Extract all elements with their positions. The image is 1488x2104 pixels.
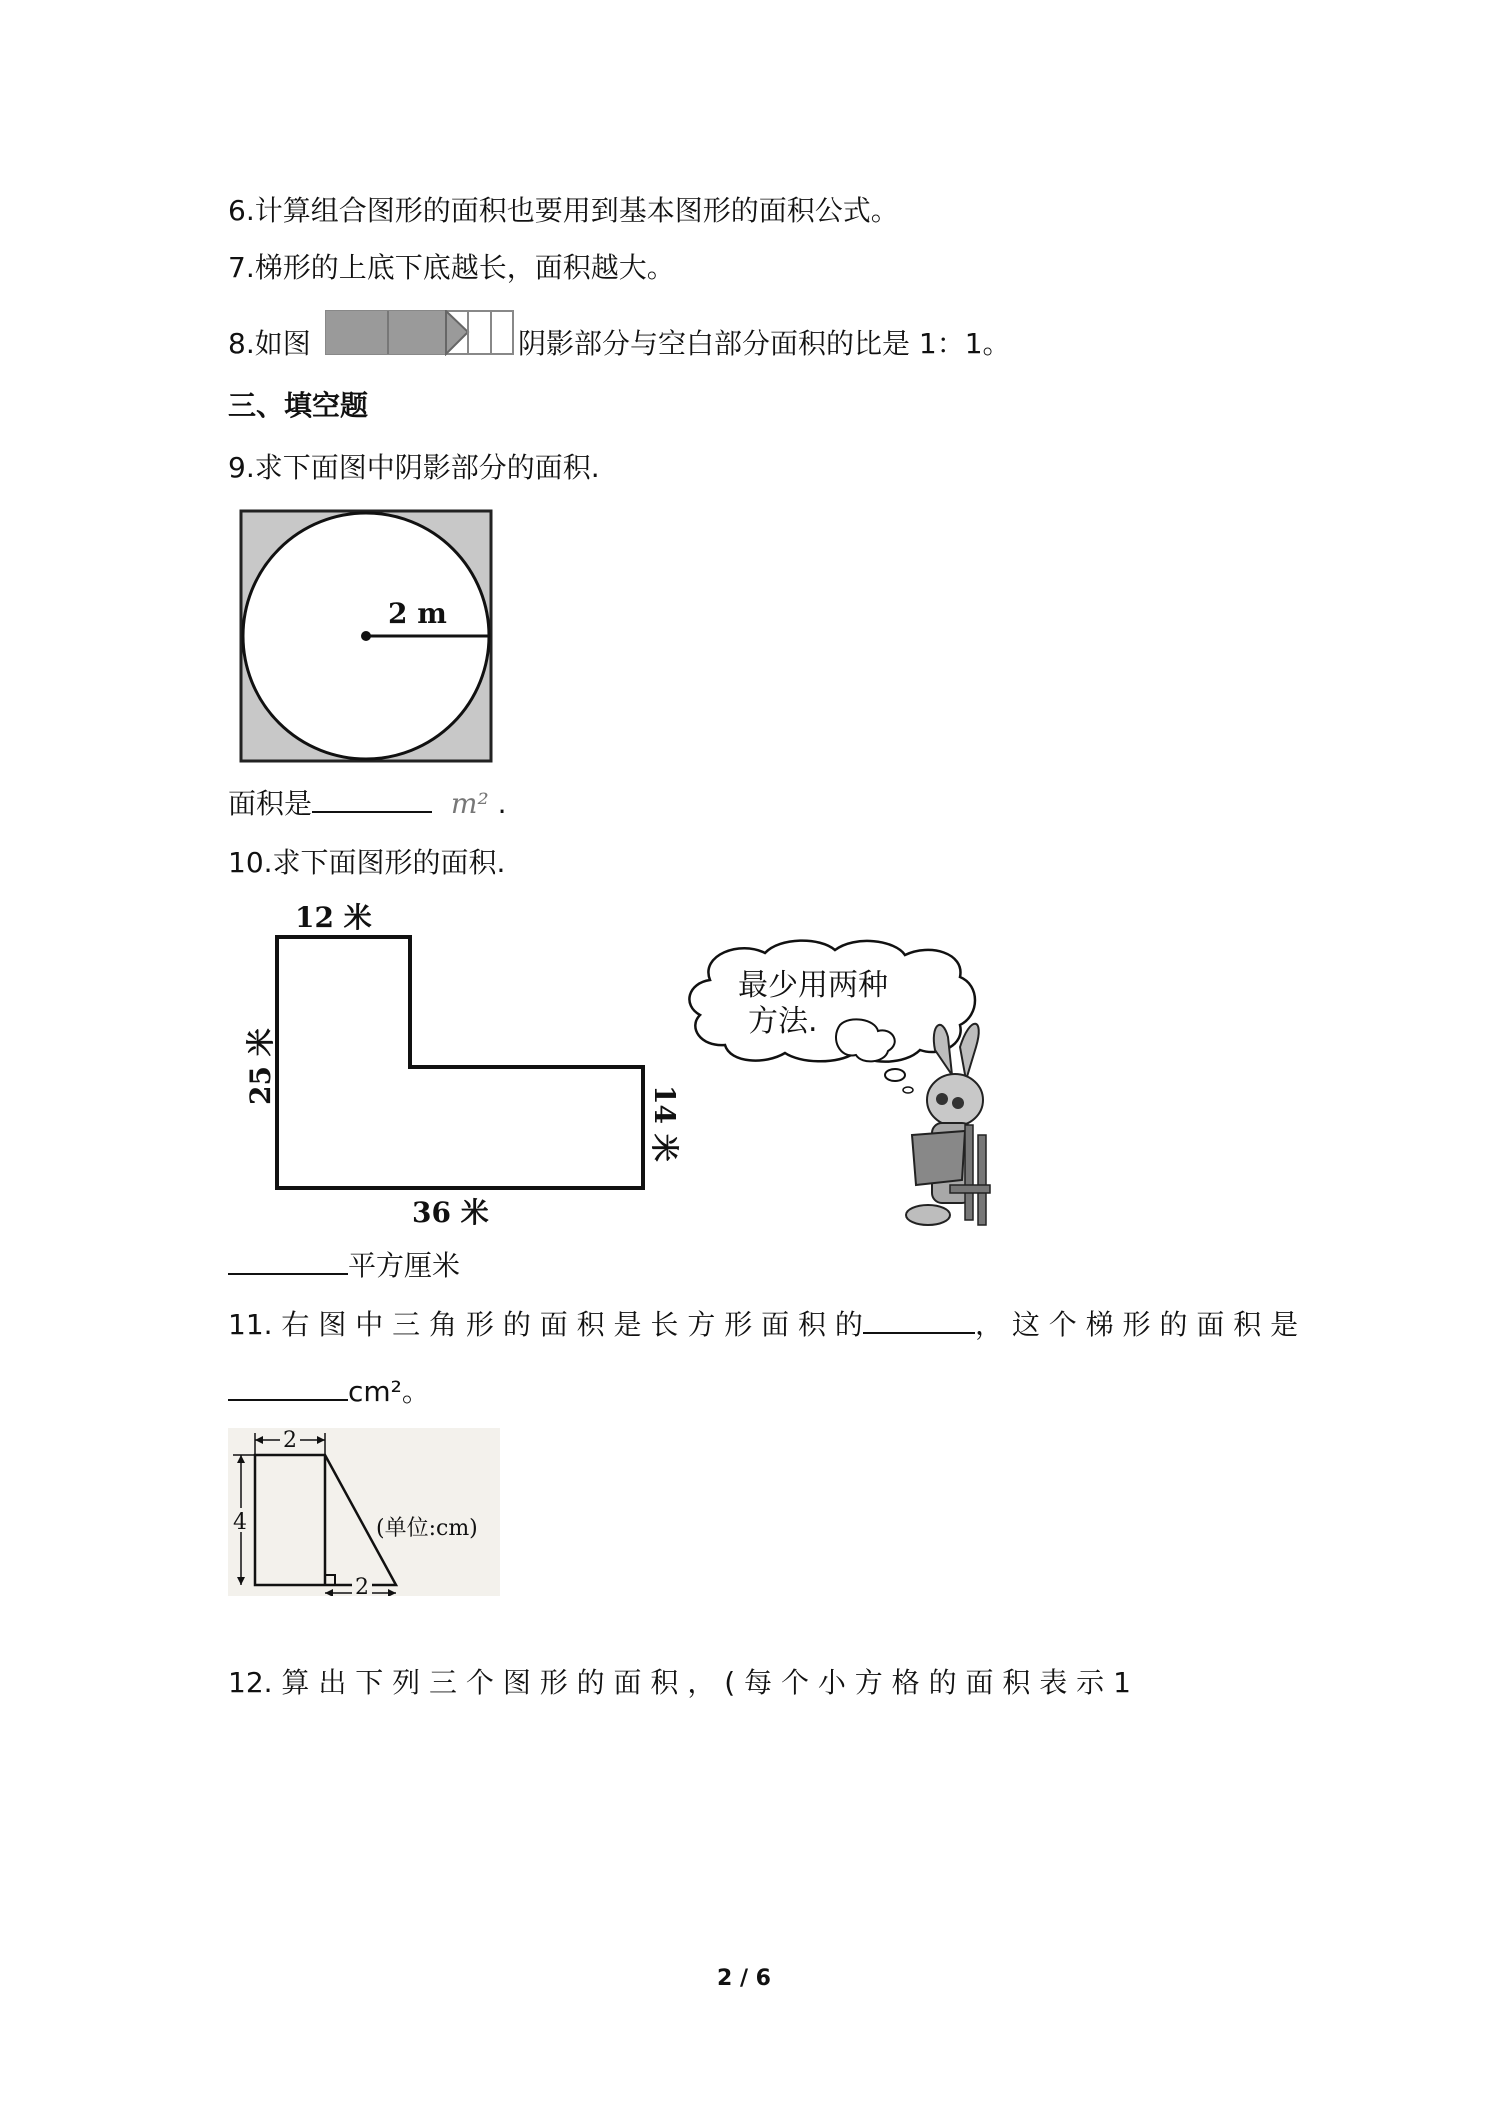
question-8-suffix: 阴影部分与空白部分面积的比是 1：1。 (518, 327, 1011, 360)
unit-label: (单位:cm) (376, 1516, 478, 1541)
question-7: 7.梯形的上底下底越长，面积越大。 (228, 251, 675, 284)
right-dimension-label: 14 米 (648, 1085, 681, 1162)
question-11-text-end: ， 这 个 梯 形 的 面 积 是 (974, 1308, 1299, 1341)
question-6: 6.计算组合图形的面积也要用到基本图形的面积公式。 (228, 194, 899, 227)
l-shape-figure (240, 895, 690, 1230)
unit-cm2: cm²。 (348, 1375, 430, 1408)
answer-prefix: 面积是 (228, 787, 313, 820)
rabbit-thought-illustration (680, 935, 1060, 1235)
bubble-line-2: 方法. (748, 1004, 818, 1039)
reading-rabbit-icon (906, 1024, 990, 1225)
shaded-strip-figure (325, 310, 515, 356)
left-dimension-label: 25 米 (244, 1028, 277, 1105)
question-9-answer (228, 785, 507, 822)
answer-end: . (497, 787, 507, 820)
question-10-answer (228, 1247, 460, 1284)
question-8-prefix: 8.如图 (228, 327, 311, 360)
answer-suffix: 平方厘米 (348, 1249, 461, 1282)
bottom-dimension-label: 2 (355, 1575, 369, 1596)
top-dimension-label: 2 (283, 1428, 297, 1453)
answer-blank-ratio[interactable] (863, 1306, 975, 1334)
question-8 (228, 326, 311, 362)
answer-blank[interactable] (228, 1247, 348, 1275)
circle-in-square-figure (238, 508, 494, 764)
question-9: 9.求下面图中阴影部分的面积. (228, 451, 600, 484)
unit-m2: m² (450, 787, 489, 820)
question-11-line-1 (228, 1306, 1298, 1343)
question-12: 12. 算 出 下 列 三 个 图 形 的 面 积 ， ( 每 个 小 方 格 的 面 积 表 示 1 (228, 1666, 1131, 1699)
top-dimension-label: 12 米 (295, 901, 372, 934)
bottom-dimension-label: 36 米 (412, 1196, 489, 1229)
question-11-text: 11. 右 图 中 三 角 形 的 面 积 是 长 方 形 面 积 的 (228, 1308, 863, 1341)
answer-blank-area[interactable] (228, 1373, 348, 1401)
answer-blank[interactable] (312, 785, 432, 813)
question-11-line-2 (228, 1373, 430, 1410)
bubble-line-1: 最少用两种 (738, 968, 888, 1003)
question-10: 10.求下面图形的面积. (228, 846, 506, 879)
radius-label: 2 m (388, 597, 447, 630)
left-dimension-label: 4 (233, 1510, 247, 1535)
section-heading-fill-blanks: 三、填空题 (228, 389, 369, 422)
page-number: 2 / 6 (717, 1966, 771, 1991)
trapezoid-figure (228, 1428, 500, 1596)
